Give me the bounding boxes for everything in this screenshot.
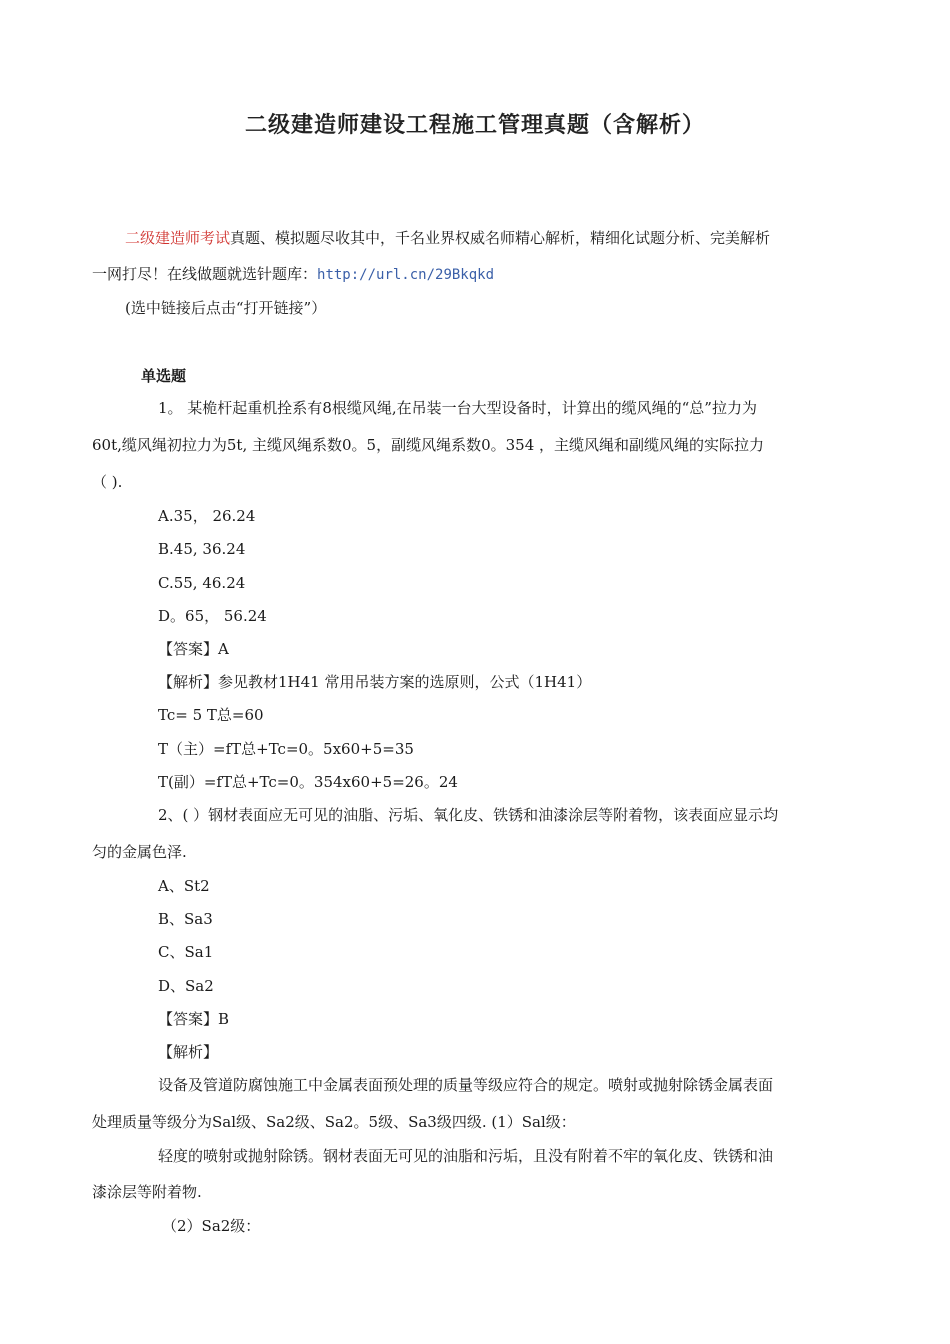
q1-formula-1: Tc= 5 T总=60 <box>158 706 264 724</box>
q1-line-2: 60t,缆风绳初拉力为5t, 主缆风绳系数0。5，副缆风绳系数0。354 ，主缆风绳和副缆风绳的实际拉力 <box>92 436 765 454</box>
q2-option-c: C、Sa1 <box>158 943 214 961</box>
q1-analysis: 【解析】参见教材1H41 常用吊装方案的选原则，公式（1H41） <box>158 673 592 691</box>
question-bank-link[interactable]: http://url.cn/29Bkqkd <box>317 267 495 283</box>
section-heading: 单选题 <box>141 367 187 385</box>
intro-line-1-rest: 真题、模拟题尽收其中，千名业界权威名师精心解析，精细化试题分析、完美解析 <box>230 229 771 247</box>
q1-formula-2: T（主）=fT总+Tc=0。5x60+5=35 <box>158 740 414 758</box>
q2-para-1-line-1: 设备及管道防腐蚀施工中金属表面预处理的质量等级应符合的规定。喷射或抛射除锈金属表面 <box>158 1076 774 1094</box>
q2-para-2-line-1: 轻度的喷射或抛射除锈。钢材表面无可见的油脂和污垢，且没有附着不牢的氧化皮、铁锈和油 <box>158 1147 774 1165</box>
q2-line-1: 2、( ）钢材表面应无可见的油脂、污垢、氧化皮、铁锈和油漆涂层等附着物，该表面应显示均 <box>158 806 779 824</box>
intro-line-1 <box>125 228 770 248</box>
q1-formula-3: T(副）=fT总+Tc=0。354x60+5=26。24 <box>158 773 458 791</box>
q1-line-3: （ ). <box>92 473 123 491</box>
q1-option-c: C.55, 46.24 <box>158 574 246 592</box>
document-title: 二级建造师建设工程施工管理真题（含解析） <box>244 113 705 138</box>
intro-note: (选中链接后点击“打开链接”） <box>125 299 327 317</box>
q2-option-a: A、St2 <box>158 877 210 895</box>
q2-option-b: B、Sa3 <box>158 910 213 928</box>
q1-answer: 【答案】A <box>158 640 229 658</box>
q2-para-2-line-2: 漆涂层等附着物. <box>92 1183 202 1201</box>
q2-para-1-line-2: 处理质量等级分为Sal级、Sa2级、Sa2。5级、Sa3级四级. (1）Sal级： <box>92 1113 576 1131</box>
q1-option-d: D。65， 56.24 <box>158 607 267 625</box>
q1-line-1: 1。 某桅杆起重机拴系有8根缆风绳,在吊装一台大型设备时，计算出的缆风绳的“总”拉力为 <box>158 399 757 417</box>
intro-line-2-text: 一网打尽！在线做题就选针题库： <box>92 265 318 283</box>
q1-option-b: B.45, 36.24 <box>158 540 246 558</box>
intro-line-2 <box>92 264 494 285</box>
q2-analysis-label: 【解析】 <box>158 1043 219 1061</box>
q2-answer: 【答案】B <box>158 1010 230 1028</box>
q2-option-d: D、Sa2 <box>158 977 214 995</box>
q2-para-3: （2）Sa2级： <box>162 1217 261 1235</box>
q2-line-2: 匀的金属色泽. <box>92 843 187 861</box>
q1-option-a: A.35， 26.24 <box>158 507 256 525</box>
intro-highlight: 二级建造师考试 <box>125 229 231 247</box>
